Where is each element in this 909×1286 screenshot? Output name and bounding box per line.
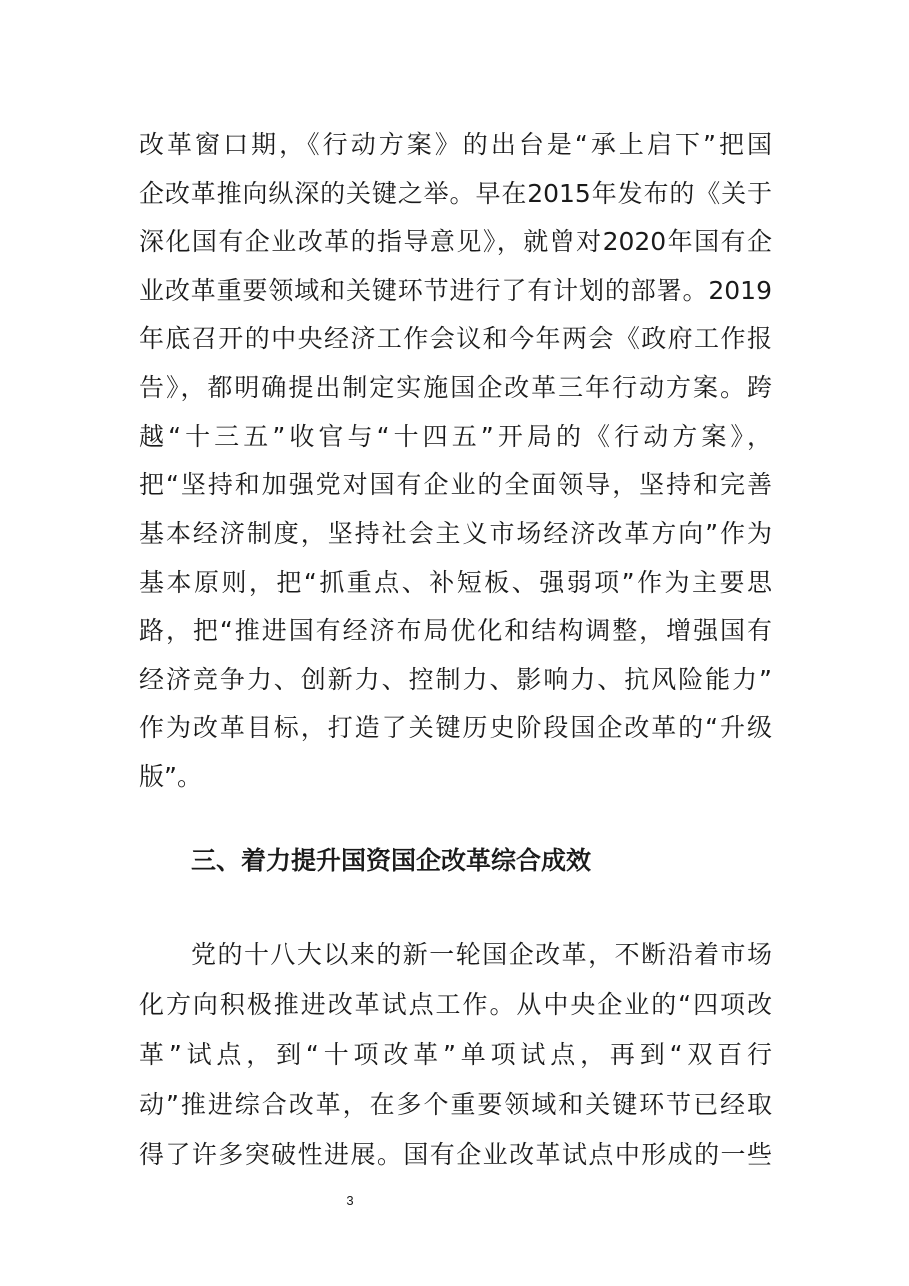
paragraph-line: 化方向积极推进改革试点工作。从中央企业的“四项改	[139, 990, 772, 1019]
paragraph-line: 革”试点，到“十项改革”单项试点，再到“双百行	[139, 1040, 772, 1069]
paragraph-line: 动”推进综合改革，在多个重要领域和关键环节已经取	[139, 1090, 772, 1119]
page-number: 3	[346, 1193, 354, 1208]
paragraph-line: 业改革重要领域和关键环节进行了有计划的部署。2019	[139, 276, 772, 305]
paragraph-line: 深化国有企业改革的指导意见》，就曾对2020年国有企	[139, 227, 772, 256]
paragraph-line: 告》，都明确提出制定实施国企改革三年行动方案。跨	[139, 373, 772, 402]
paragraph-line: 把“坚持和加强党对国有企业的全面领导，坚持和完善	[139, 470, 772, 499]
paragraph-line: 路，把“推进国有经济布局优化和结构调整，增强国有	[139, 616, 772, 645]
paragraph-line: 基本经济制度，坚持社会主义市场经济改革方向”作为	[139, 519, 772, 548]
paragraph-line: 改革窗口期，《行动方案》的出台是“承上启下”把国	[139, 130, 772, 159]
paragraph-line: 年底召开的中央经济工作会议和今年两会《政府工作报	[139, 324, 772, 353]
paragraph-line: 党的十八大以来的新一轮国企改革，不断沿着市场	[191, 940, 772, 969]
section-heading: 三、着力提升国资国企改革综合成效	[191, 846, 592, 875]
paragraph-line: 经济竞争力、创新力、控制力、影响力、抗风险能力”	[139, 665, 772, 694]
paragraph-line: 作为改革目标，打造了关键历史阶段国企改革的“升级	[139, 713, 772, 742]
paragraph-line: 企改革推向纵深的关键之举。早在2015年发布的《关于	[139, 179, 772, 208]
paragraph-line: 基本原则，把“抓重点、补短板、强弱项”作为主要思	[139, 568, 772, 597]
paragraph-line: 得了许多突破性进展。国有企业改革试点中形成的一些	[139, 1140, 772, 1169]
paragraph-line: 版”。	[139, 762, 202, 791]
paragraph-line: 越“十三五”收官与“十四五”开局的《行动方案》，	[139, 422, 772, 451]
